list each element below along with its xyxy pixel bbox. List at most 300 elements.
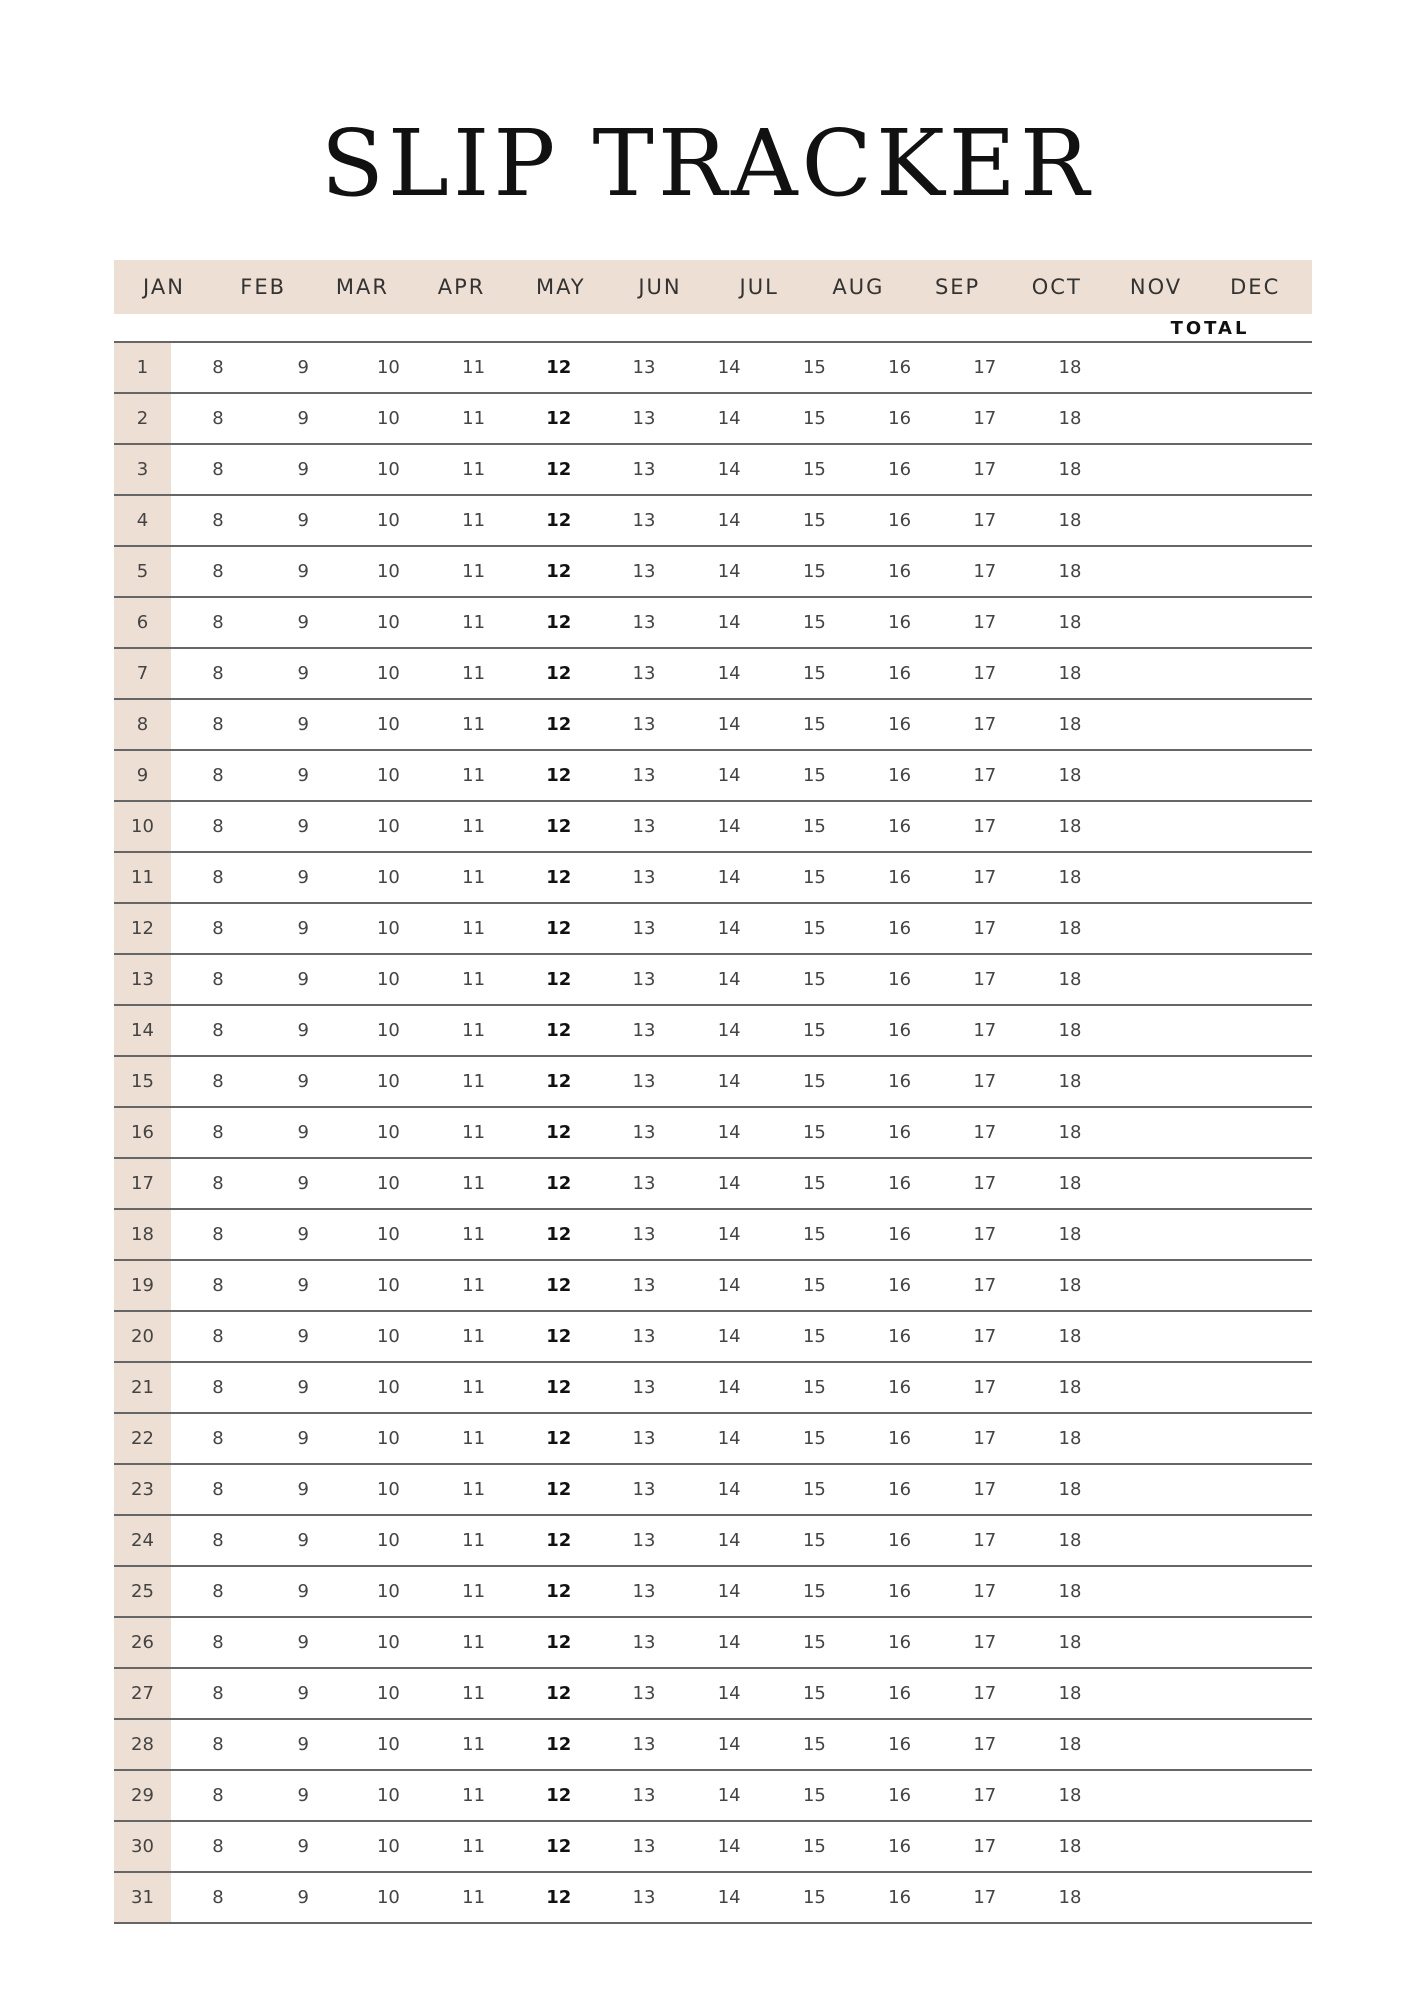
hour-cell[interactable]: 17 xyxy=(973,1887,997,1908)
hour-cell[interactable]: 13 xyxy=(632,1428,656,1449)
hour-cell[interactable]: 16 xyxy=(888,663,912,684)
month-aug[interactable]: AUG xyxy=(832,275,885,299)
hour-cell[interactable]: 16 xyxy=(888,1683,912,1704)
hour-cell[interactable]: 17 xyxy=(973,765,997,786)
hour-cell[interactable]: 16 xyxy=(888,1530,912,1551)
hour-cell[interactable]: 10 xyxy=(376,510,400,531)
hour-cell[interactable]: 11 xyxy=(462,816,486,837)
hour-cell[interactable]: 9 xyxy=(297,1275,309,1296)
hour-cell[interactable]: 17 xyxy=(973,1326,997,1347)
hour-cell[interactable]: 16 xyxy=(888,1428,912,1449)
hour-cell[interactable]: 9 xyxy=(297,1887,309,1908)
hour-cell[interactable]: 13 xyxy=(632,510,656,531)
hour-cell[interactable]: 8 xyxy=(212,1836,224,1857)
hour-cell[interactable]: 16 xyxy=(888,1785,912,1806)
hour-cell[interactable]: 11 xyxy=(462,1734,486,1755)
hour-cell[interactable]: 15 xyxy=(802,510,826,531)
hour-cell[interactable]: 14 xyxy=(717,459,741,480)
hour-cell[interactable]: 17 xyxy=(973,612,997,633)
hour-cell[interactable]: 15 xyxy=(802,1887,826,1908)
total-cell[interactable] xyxy=(1134,853,1312,902)
hour-cell[interactable]: 18 xyxy=(1058,1173,1082,1194)
hour-cell[interactable]: 8 xyxy=(212,1428,224,1449)
hour-cell[interactable]: 18 xyxy=(1058,1581,1082,1602)
hour-cell[interactable]: 15 xyxy=(802,612,826,633)
hour-cell[interactable]: 13 xyxy=(632,459,656,480)
hour-cell[interactable]: 17 xyxy=(973,816,997,837)
hour-cell[interactable]: 18 xyxy=(1058,867,1082,888)
hour-cell[interactable]: 10 xyxy=(376,714,400,735)
hour-cell[interactable]: 17 xyxy=(973,918,997,939)
month-feb[interactable]: FEB xyxy=(240,275,287,299)
hour-cell[interactable]: 18 xyxy=(1058,1632,1082,1653)
hour-cell[interactable]: 9 xyxy=(297,1020,309,1041)
hour-cell[interactable]: 13 xyxy=(632,561,656,582)
total-cell[interactable] xyxy=(1134,1516,1312,1565)
total-cell[interactable] xyxy=(1134,394,1312,443)
total-cell[interactable] xyxy=(1134,547,1312,596)
hour-cell[interactable]: 9 xyxy=(297,1326,309,1347)
hour-cell[interactable]: 17 xyxy=(973,357,997,378)
hour-cell[interactable]: 18 xyxy=(1058,1275,1082,1296)
hour-cell[interactable]: 17 xyxy=(973,1581,997,1602)
hour-cell[interactable]: 8 xyxy=(212,1683,224,1704)
hour-cell[interactable]: 10 xyxy=(376,1581,400,1602)
hour-cell[interactable]: 13 xyxy=(632,1683,656,1704)
hour-cell[interactable]: 18 xyxy=(1058,1377,1082,1398)
hour-cell[interactable]: 15 xyxy=(802,1377,826,1398)
hour-cell[interactable]: 11 xyxy=(462,510,486,531)
hour-cell[interactable]: 9 xyxy=(297,765,309,786)
hour-cell[interactable]: 11 xyxy=(462,1275,486,1296)
hour-cell[interactable]: 17 xyxy=(973,969,997,990)
hour-cell[interactable]: 13 xyxy=(632,1785,656,1806)
hour-cell[interactable]: 12 xyxy=(546,561,572,582)
hour-cell[interactable]: 17 xyxy=(973,1632,997,1653)
hour-cell[interactable]: 9 xyxy=(297,1785,309,1806)
hour-cell[interactable]: 8 xyxy=(212,1887,224,1908)
hour-cell[interactable]: 18 xyxy=(1058,612,1082,633)
hour-cell[interactable]: 17 xyxy=(973,1428,997,1449)
hour-cell[interactable]: 9 xyxy=(297,1581,309,1602)
hour-cell[interactable]: 9 xyxy=(297,1530,309,1551)
hour-cell[interactable]: 18 xyxy=(1058,1020,1082,1041)
hour-cell[interactable]: 9 xyxy=(297,510,309,531)
hour-cell[interactable]: 10 xyxy=(376,459,400,480)
hour-cell[interactable]: 18 xyxy=(1058,663,1082,684)
hour-cell[interactable]: 16 xyxy=(888,1326,912,1347)
hour-cell[interactable]: 8 xyxy=(212,1632,224,1653)
total-cell[interactable] xyxy=(1134,1414,1312,1463)
hour-cell[interactable]: 8 xyxy=(212,969,224,990)
hour-cell[interactable]: 16 xyxy=(888,1224,912,1245)
hour-cell[interactable]: 10 xyxy=(376,561,400,582)
hour-cell[interactable]: 12 xyxy=(546,867,572,888)
hour-cell[interactable]: 10 xyxy=(376,1173,400,1194)
hour-cell[interactable]: 12 xyxy=(546,1122,572,1143)
hour-cell[interactable]: 10 xyxy=(376,1377,400,1398)
hour-cell[interactable]: 13 xyxy=(632,816,656,837)
hour-cell[interactable]: 11 xyxy=(462,612,486,633)
total-cell[interactable] xyxy=(1134,1261,1312,1310)
hour-cell[interactable]: 10 xyxy=(376,1122,400,1143)
month-apr[interactable]: APR xyxy=(437,275,486,299)
total-cell[interactable] xyxy=(1134,751,1312,800)
total-cell[interactable] xyxy=(1134,343,1312,392)
hour-cell[interactable]: 11 xyxy=(462,1530,486,1551)
hour-cell[interactable]: 17 xyxy=(973,561,997,582)
hour-cell[interactable]: 15 xyxy=(802,1071,826,1092)
hour-cell[interactable]: 16 xyxy=(888,1581,912,1602)
hour-cell[interactable]: 8 xyxy=(212,612,224,633)
hour-cell[interactable]: 16 xyxy=(888,561,912,582)
hour-cell[interactable]: 13 xyxy=(632,1020,656,1041)
hour-cell[interactable]: 18 xyxy=(1058,765,1082,786)
hour-cell[interactable]: 8 xyxy=(212,765,224,786)
hour-cell[interactable]: 18 xyxy=(1058,714,1082,735)
hour-cell[interactable]: 16 xyxy=(888,1632,912,1653)
hour-cell[interactable]: 14 xyxy=(717,1683,741,1704)
hour-cell[interactable]: 16 xyxy=(888,867,912,888)
hour-cell[interactable]: 9 xyxy=(297,408,309,429)
hour-cell[interactable]: 10 xyxy=(376,1734,400,1755)
hour-cell[interactable]: 8 xyxy=(212,1122,224,1143)
hour-cell[interactable]: 15 xyxy=(802,1836,826,1857)
hour-cell[interactable]: 17 xyxy=(973,1530,997,1551)
hour-cell[interactable]: 13 xyxy=(632,1479,656,1500)
hour-cell[interactable]: 18 xyxy=(1058,1326,1082,1347)
hour-cell[interactable]: 17 xyxy=(973,1683,997,1704)
hour-cell[interactable]: 12 xyxy=(546,459,572,480)
total-cell[interactable] xyxy=(1134,1108,1312,1157)
hour-cell[interactable]: 15 xyxy=(802,714,826,735)
hour-cell[interactable]: 14 xyxy=(717,1326,741,1347)
hour-cell[interactable]: 11 xyxy=(462,1020,486,1041)
hour-cell[interactable]: 15 xyxy=(802,1734,826,1755)
hour-cell[interactable]: 12 xyxy=(546,1224,572,1245)
total-cell[interactable] xyxy=(1134,802,1312,851)
hour-cell[interactable]: 18 xyxy=(1058,1785,1082,1806)
hour-cell[interactable]: 14 xyxy=(717,663,741,684)
hour-cell[interactable]: 14 xyxy=(717,765,741,786)
hour-cell[interactable]: 13 xyxy=(632,408,656,429)
hour-cell[interactable]: 13 xyxy=(632,765,656,786)
hour-cell[interactable]: 8 xyxy=(212,1326,224,1347)
hour-cell[interactable]: 15 xyxy=(802,1785,826,1806)
total-cell[interactable] xyxy=(1134,1822,1312,1871)
hour-cell[interactable]: 15 xyxy=(802,1173,826,1194)
month-jul[interactable]: JUL xyxy=(739,275,779,299)
hour-cell[interactable]: 10 xyxy=(376,1683,400,1704)
hour-cell[interactable]: 10 xyxy=(376,1326,400,1347)
hour-cell[interactable]: 9 xyxy=(297,1428,309,1449)
hour-cell[interactable]: 15 xyxy=(802,1275,826,1296)
total-cell[interactable] xyxy=(1134,904,1312,953)
hour-cell[interactable]: 10 xyxy=(376,1479,400,1500)
total-cell[interactable] xyxy=(1134,1312,1312,1361)
hour-cell[interactable]: 8 xyxy=(212,663,224,684)
hour-cell[interactable]: 14 xyxy=(717,357,741,378)
hour-cell[interactable]: 8 xyxy=(212,1275,224,1296)
hour-cell[interactable]: 17 xyxy=(973,1020,997,1041)
total-cell[interactable] xyxy=(1134,1873,1312,1922)
hour-cell[interactable]: 16 xyxy=(888,1734,912,1755)
hour-cell[interactable]: 18 xyxy=(1058,918,1082,939)
hour-cell[interactable]: 16 xyxy=(888,1173,912,1194)
total-cell[interactable] xyxy=(1134,445,1312,494)
hour-cell[interactable]: 12 xyxy=(546,1173,572,1194)
hour-cell[interactable]: 9 xyxy=(297,918,309,939)
hour-cell[interactable]: 12 xyxy=(546,714,572,735)
hour-cell[interactable]: 8 xyxy=(212,1071,224,1092)
hour-cell[interactable]: 8 xyxy=(212,816,224,837)
hour-cell[interactable]: 17 xyxy=(973,714,997,735)
hour-cell[interactable]: 15 xyxy=(802,663,826,684)
hour-cell[interactable]: 12 xyxy=(546,1632,572,1653)
hour-cell[interactable]: 8 xyxy=(212,1224,224,1245)
total-cell[interactable] xyxy=(1134,955,1312,1004)
hour-cell[interactable]: 12 xyxy=(546,1785,572,1806)
hour-cell[interactable]: 12 xyxy=(546,1734,572,1755)
hour-cell[interactable]: 16 xyxy=(888,816,912,837)
hour-cell[interactable]: 15 xyxy=(802,1020,826,1041)
hour-cell[interactable]: 13 xyxy=(632,357,656,378)
hour-cell[interactable]: 18 xyxy=(1058,1836,1082,1857)
hour-cell[interactable]: 16 xyxy=(888,459,912,480)
hour-cell[interactable]: 12 xyxy=(546,816,572,837)
hour-cell[interactable]: 10 xyxy=(376,1224,400,1245)
hour-cell[interactable]: 9 xyxy=(297,867,309,888)
hour-cell[interactable]: 11 xyxy=(462,1632,486,1653)
hour-cell[interactable]: 10 xyxy=(376,969,400,990)
hour-cell[interactable]: 12 xyxy=(546,1326,572,1347)
hour-cell[interactable]: 14 xyxy=(717,969,741,990)
total-cell[interactable] xyxy=(1134,1669,1312,1718)
hour-cell[interactable]: 12 xyxy=(546,510,572,531)
hour-cell[interactable]: 11 xyxy=(462,1377,486,1398)
hour-cell[interactable]: 12 xyxy=(546,1275,572,1296)
hour-cell[interactable]: 15 xyxy=(802,1632,826,1653)
hour-cell[interactable]: 10 xyxy=(376,357,400,378)
hour-cell[interactable]: 13 xyxy=(632,663,656,684)
hour-cell[interactable]: 18 xyxy=(1058,561,1082,582)
hour-cell[interactable]: 10 xyxy=(376,1836,400,1857)
hour-cell[interactable]: 14 xyxy=(717,408,741,429)
hour-cell[interactable]: 9 xyxy=(297,1224,309,1245)
hour-cell[interactable]: 11 xyxy=(462,867,486,888)
hour-cell[interactable]: 16 xyxy=(888,918,912,939)
hour-cell[interactable]: 8 xyxy=(212,1377,224,1398)
hour-cell[interactable]: 18 xyxy=(1058,1887,1082,1908)
hour-cell[interactable]: 9 xyxy=(297,1122,309,1143)
hour-cell[interactable]: 8 xyxy=(212,867,224,888)
hour-cell[interactable]: 9 xyxy=(297,1377,309,1398)
hour-cell[interactable]: 14 xyxy=(717,714,741,735)
hour-cell[interactable]: 9 xyxy=(297,969,309,990)
hour-cell[interactable]: 8 xyxy=(212,1581,224,1602)
total-cell[interactable] xyxy=(1134,1006,1312,1055)
hour-cell[interactable]: 18 xyxy=(1058,969,1082,990)
hour-cell[interactable]: 13 xyxy=(632,1173,656,1194)
hour-cell[interactable]: 10 xyxy=(376,1785,400,1806)
hour-cell[interactable]: 12 xyxy=(546,612,572,633)
hour-cell[interactable]: 14 xyxy=(717,510,741,531)
hour-cell[interactable]: 17 xyxy=(973,510,997,531)
hour-cell[interactable]: 14 xyxy=(717,561,741,582)
hour-cell[interactable]: 14 xyxy=(717,612,741,633)
month-nov[interactable]: NOV xyxy=(1129,275,1183,299)
hour-cell[interactable]: 14 xyxy=(717,1836,741,1857)
hour-cell[interactable]: 11 xyxy=(462,1836,486,1857)
hour-cell[interactable]: 16 xyxy=(888,408,912,429)
hour-cell[interactable]: 12 xyxy=(546,1581,572,1602)
hour-cell[interactable]: 11 xyxy=(462,1428,486,1449)
hour-cell[interactable]: 9 xyxy=(297,612,309,633)
hour-cell[interactable]: 12 xyxy=(546,408,572,429)
hour-cell[interactable]: 18 xyxy=(1058,357,1082,378)
hour-cell[interactable]: 16 xyxy=(888,1122,912,1143)
hour-cell[interactable]: 13 xyxy=(632,1836,656,1857)
hour-cell[interactable]: 12 xyxy=(546,663,572,684)
hour-cell[interactable]: 14 xyxy=(717,1020,741,1041)
hour-cell[interactable]: 8 xyxy=(212,1173,224,1194)
hour-cell[interactable]: 17 xyxy=(973,1377,997,1398)
hour-cell[interactable]: 9 xyxy=(297,1836,309,1857)
hour-cell[interactable]: 8 xyxy=(212,357,224,378)
hour-cell[interactable]: 18 xyxy=(1058,1122,1082,1143)
hour-cell[interactable]: 14 xyxy=(717,1173,741,1194)
hour-cell[interactable]: 9 xyxy=(297,816,309,837)
hour-cell[interactable]: 12 xyxy=(546,1020,572,1041)
hour-cell[interactable]: 10 xyxy=(376,1632,400,1653)
hour-cell[interactable]: 11 xyxy=(462,1224,486,1245)
hour-cell[interactable]: 12 xyxy=(546,918,572,939)
month-mar[interactable]: MAR xyxy=(335,275,389,299)
hour-cell[interactable]: 11 xyxy=(462,357,486,378)
hour-cell[interactable]: 12 xyxy=(546,1377,572,1398)
hour-cell[interactable]: 11 xyxy=(462,1581,486,1602)
hour-cell[interactable]: 17 xyxy=(973,1836,997,1857)
hour-cell[interactable]: 18 xyxy=(1058,1734,1082,1755)
hour-cell[interactable]: 16 xyxy=(888,1377,912,1398)
hour-cell[interactable]: 8 xyxy=(212,510,224,531)
hour-cell[interactable]: 17 xyxy=(973,867,997,888)
hour-cell[interactable]: 11 xyxy=(462,663,486,684)
hour-cell[interactable]: 9 xyxy=(297,561,309,582)
hour-cell[interactable]: 16 xyxy=(888,714,912,735)
hour-cell[interactable]: 8 xyxy=(212,1785,224,1806)
hour-cell[interactable]: 12 xyxy=(546,1071,572,1092)
hour-cell[interactable]: 13 xyxy=(632,1224,656,1245)
hour-cell[interactable]: 11 xyxy=(462,918,486,939)
hour-cell[interactable]: 17 xyxy=(973,1479,997,1500)
hour-cell[interactable]: 15 xyxy=(802,1326,826,1347)
hour-cell[interactable]: 13 xyxy=(632,1887,656,1908)
hour-cell[interactable]: 10 xyxy=(376,867,400,888)
hour-cell[interactable]: 17 xyxy=(973,408,997,429)
hour-cell[interactable]: 18 xyxy=(1058,1683,1082,1704)
month-sep[interactable]: SEP xyxy=(934,275,981,299)
hour-cell[interactable]: 12 xyxy=(546,1479,572,1500)
hour-cell[interactable]: 12 xyxy=(546,1887,572,1908)
hour-cell[interactable]: 12 xyxy=(546,1683,572,1704)
month-jun[interactable]: JUN xyxy=(638,275,682,299)
hour-cell[interactable]: 13 xyxy=(632,867,656,888)
hour-cell[interactable]: 8 xyxy=(212,1020,224,1041)
hour-cell[interactable]: 17 xyxy=(973,663,997,684)
hour-cell[interactable]: 15 xyxy=(802,561,826,582)
hour-cell[interactable]: 16 xyxy=(888,1071,912,1092)
hour-cell[interactable]: 12 xyxy=(546,1428,572,1449)
hour-cell[interactable]: 18 xyxy=(1058,1530,1082,1551)
hour-cell[interactable]: 17 xyxy=(973,459,997,480)
total-cell[interactable] xyxy=(1134,496,1312,545)
hour-cell[interactable]: 14 xyxy=(717,1581,741,1602)
hour-cell[interactable]: 14 xyxy=(717,918,741,939)
hour-cell[interactable]: 9 xyxy=(297,1683,309,1704)
hour-cell[interactable]: 8 xyxy=(212,1734,224,1755)
hour-cell[interactable]: 10 xyxy=(376,663,400,684)
hour-cell[interactable]: 13 xyxy=(632,918,656,939)
hour-cell[interactable]: 11 xyxy=(462,1479,486,1500)
total-cell[interactable] xyxy=(1134,700,1312,749)
hour-cell[interactable]: 9 xyxy=(297,663,309,684)
hour-cell[interactable]: 11 xyxy=(462,1785,486,1806)
hour-cell[interactable]: 13 xyxy=(632,714,656,735)
hour-cell[interactable]: 14 xyxy=(717,1122,741,1143)
total-cell[interactable] xyxy=(1134,1567,1312,1616)
hour-cell[interactable]: 13 xyxy=(632,1581,656,1602)
hour-cell[interactable]: 17 xyxy=(973,1785,997,1806)
hour-cell[interactable]: 14 xyxy=(717,1428,741,1449)
hour-cell[interactable]: 13 xyxy=(632,1530,656,1551)
hour-cell[interactable]: 13 xyxy=(632,1275,656,1296)
hour-cell[interactable]: 15 xyxy=(802,765,826,786)
hour-cell[interactable]: 13 xyxy=(632,1377,656,1398)
hour-cell[interactable]: 18 xyxy=(1058,1224,1082,1245)
hour-cell[interactable]: 18 xyxy=(1058,1479,1082,1500)
hour-cell[interactable]: 14 xyxy=(717,1734,741,1755)
hour-cell[interactable]: 13 xyxy=(632,612,656,633)
hour-cell[interactable]: 9 xyxy=(297,1071,309,1092)
hour-cell[interactable]: 15 xyxy=(802,1683,826,1704)
hour-cell[interactable]: 15 xyxy=(802,1581,826,1602)
hour-cell[interactable]: 14 xyxy=(717,867,741,888)
hour-cell[interactable]: 14 xyxy=(717,1224,741,1245)
hour-cell[interactable]: 9 xyxy=(297,1632,309,1653)
total-cell[interactable] xyxy=(1134,1720,1312,1769)
hour-cell[interactable]: 16 xyxy=(888,1887,912,1908)
hour-cell[interactable]: 9 xyxy=(297,1479,309,1500)
month-jan[interactable]: JAN xyxy=(143,275,185,299)
hour-cell[interactable]: 10 xyxy=(376,765,400,786)
total-cell[interactable] xyxy=(1134,1159,1312,1208)
hour-cell[interactable]: 18 xyxy=(1058,1428,1082,1449)
hour-cell[interactable]: 13 xyxy=(632,1734,656,1755)
hour-cell[interactable]: 16 xyxy=(888,612,912,633)
total-cell[interactable] xyxy=(1134,1465,1312,1514)
hour-cell[interactable]: 10 xyxy=(376,816,400,837)
hour-cell[interactable]: 10 xyxy=(376,1887,400,1908)
hour-cell[interactable]: 11 xyxy=(462,1122,486,1143)
hour-cell[interactable]: 11 xyxy=(462,765,486,786)
hour-cell[interactable]: 10 xyxy=(376,1428,400,1449)
hour-cell[interactable]: 8 xyxy=(212,1479,224,1500)
total-cell[interactable] xyxy=(1134,1057,1312,1106)
hour-cell[interactable]: 10 xyxy=(376,1020,400,1041)
hour-cell[interactable]: 15 xyxy=(802,867,826,888)
hour-cell[interactable]: 10 xyxy=(376,1071,400,1092)
